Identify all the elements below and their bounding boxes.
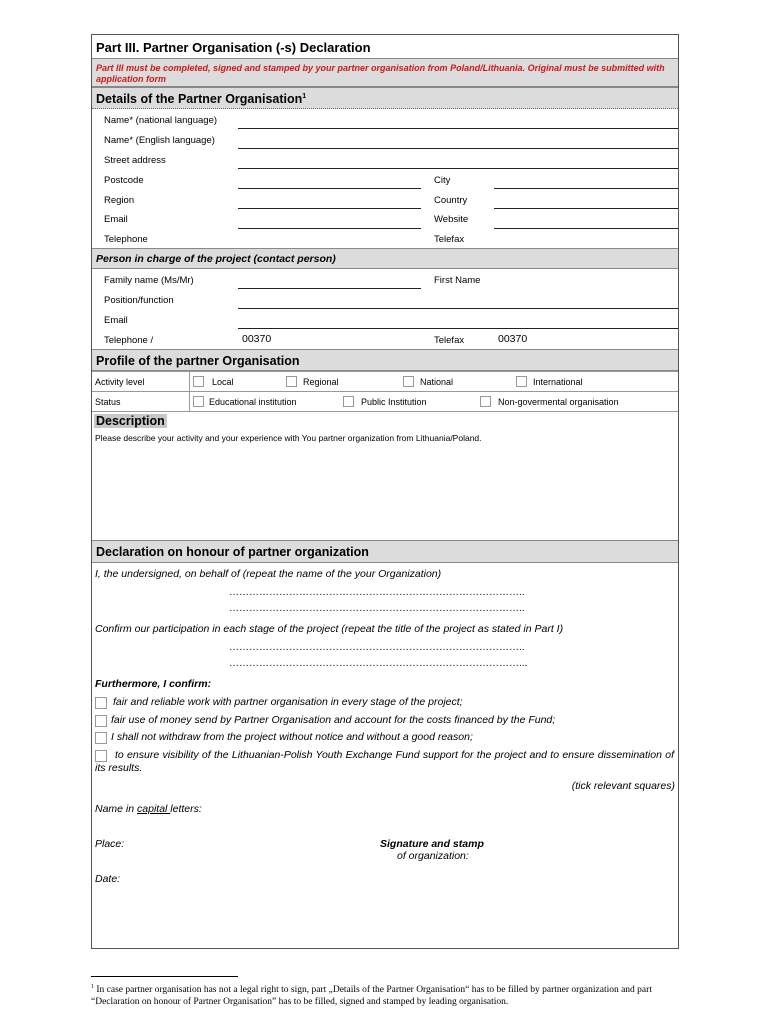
place-label: Place:	[95, 838, 125, 850]
region-input[interactable]	[238, 208, 421, 209]
confirm-money-checkbox[interactable]	[95, 715, 107, 727]
activity-local-label: Local	[212, 377, 234, 387]
org-name-dots-1[interactable]: ……………………………………………………………………………..	[229, 587, 525, 598]
org-name-dots-2[interactable]: ……………………………………………………………………………..	[229, 603, 525, 614]
activity-regional-label: Regional	[303, 377, 339, 387]
footnote	[91, 981, 681, 1008]
family-name-label: Family name (Ms/Mr)	[104, 275, 194, 286]
city-label: City	[434, 175, 451, 186]
country-input[interactable]	[494, 208, 678, 209]
project-title-dots-1[interactable]: ……………………………………………………………………………..	[229, 642, 525, 653]
website-input[interactable]	[494, 228, 678, 229]
of-organization-label: of organization:	[397, 850, 469, 862]
profile-divider-top	[92, 371, 678, 372]
confirm-visibility-text: to ensure visibility of the Lithuanian-Polish Youth Exchange Fund support for the project and to ensure dissemination of its results.	[95, 749, 674, 774]
tick-note: (tick relevant squares)	[571, 780, 675, 792]
status-ngo-checkbox[interactable]	[480, 396, 491, 407]
footnote-mark: 1	[91, 984, 94, 990]
postcode-label: Postcode	[104, 175, 144, 186]
part-note: Part III must be completed, signed and stamped by your partner organisation from Poland/Lithuania. Original must be submitted with application form	[96, 63, 665, 84]
confirm-withdraw-checkbox[interactable]	[95, 732, 107, 744]
status-public-label: Public Institution	[361, 397, 427, 407]
email-input[interactable]	[238, 228, 421, 229]
activity-international-label: International	[533, 377, 583, 387]
activity-level-label: Activity level	[95, 377, 145, 387]
region-label: Region	[104, 195, 135, 206]
furthermore-text: Furthermore, I confirm:	[95, 678, 212, 690]
name-capitals-label: Name in capital letters:	[95, 803, 202, 815]
part-title: Part III. Partner Organisation (-s) Declaration	[96, 40, 371, 55]
name-english-input[interactable]	[238, 148, 678, 149]
name-national-label: Name* (national language)	[104, 115, 218, 126]
description-title: Description	[96, 414, 165, 428]
postcode-input[interactable]	[238, 188, 421, 189]
contact-telephone-label: Telephone /	[104, 335, 154, 346]
city-input[interactable]	[494, 188, 678, 189]
details-footnote-mark: 1	[302, 92, 307, 100]
status-ngo-label: Non-govermental organisation	[498, 397, 619, 407]
signature-label: Signature and stamp	[380, 838, 484, 850]
email-label: Email	[104, 214, 128, 225]
status-educational-label: Educational institution	[209, 397, 297, 407]
first-name-label: First Name	[434, 275, 481, 286]
telephone-label: Telephone	[104, 234, 148, 245]
profile-divider-bottom	[92, 411, 678, 412]
contact-email-label: Email	[104, 315, 128, 326]
confirm-fair-work-text: fair and reliable work with partner organisation in every stage of the project;	[113, 696, 463, 708]
position-label: Position/function	[104, 295, 174, 306]
street-label: Street address	[104, 155, 166, 166]
position-input[interactable]	[238, 308, 678, 309]
activity-local-checkbox[interactable]	[193, 376, 204, 387]
contact-telefax-label: Telefax	[434, 335, 465, 346]
telefax-label: Telefax	[434, 234, 465, 245]
details-title: Details of the Partner Organisation$^1$	[96, 92, 307, 106]
footnote-text: In case partner organisation has not a legal right to sign, part „Details of the Partner Organisation“ has to be filled by partner organization and part “Declaration on honour of Partner Organisation” has to be filled, signed and stamped by leading organisation.	[91, 985, 652, 1008]
date-label: Date:	[95, 873, 121, 885]
name-national-input[interactable]	[238, 128, 678, 129]
confirm-text: Confirm our participation in each stage of the project (repeat the title of the project as stated in Part I)	[95, 623, 564, 635]
status-educational-checkbox[interactable]	[193, 396, 204, 407]
family-name-input[interactable]	[238, 288, 421, 289]
website-label: Website	[434, 214, 469, 225]
confirm-fair-work-checkbox[interactable]	[95, 697, 107, 709]
confirm-withdraw-text: I shall not withdraw from the project without notice and without a good reason;	[111, 731, 473, 743]
profile-divider-mid	[92, 391, 678, 392]
name-english-label: Name* (English language)	[104, 135, 215, 146]
confirm-money-text: fair use of money send by Partner Organisation and account for the costs financed by the Fund;	[111, 714, 556, 726]
street-input[interactable]	[238, 168, 678, 169]
description-prompt: Please describe your activity and your experience with You partner organization from Lithuania/Poland.	[95, 433, 482, 443]
declaration-title: Declaration on honour of partner organization	[96, 545, 369, 559]
telephone-value[interactable]: 00370	[242, 333, 272, 345]
profile-column-divider	[189, 371, 190, 411]
contact-email-input[interactable]	[238, 328, 678, 329]
footnote-rule	[91, 976, 238, 977]
country-label: Country	[434, 195, 468, 206]
activity-national-checkbox[interactable]	[403, 376, 414, 387]
activity-regional-checkbox[interactable]	[286, 376, 297, 387]
description-textarea[interactable]	[92, 446, 678, 540]
status-public-checkbox[interactable]	[343, 396, 354, 407]
activity-international-checkbox[interactable]	[516, 376, 527, 387]
profile-title: Profile of the partner Organisation	[96, 354, 300, 368]
activity-national-label: National	[420, 377, 454, 387]
contact-title: Person in charge of the project (contact person)	[96, 253, 336, 265]
project-title-dots-2[interactable]: ……………………………………………………………………………...	[229, 658, 528, 669]
status-label: Status	[95, 397, 121, 407]
undersigned-text: I, the undersigned, on behalf of (repeat the name of the your Organization)	[95, 568, 442, 580]
telefax-value[interactable]: 00370	[498, 333, 528, 345]
